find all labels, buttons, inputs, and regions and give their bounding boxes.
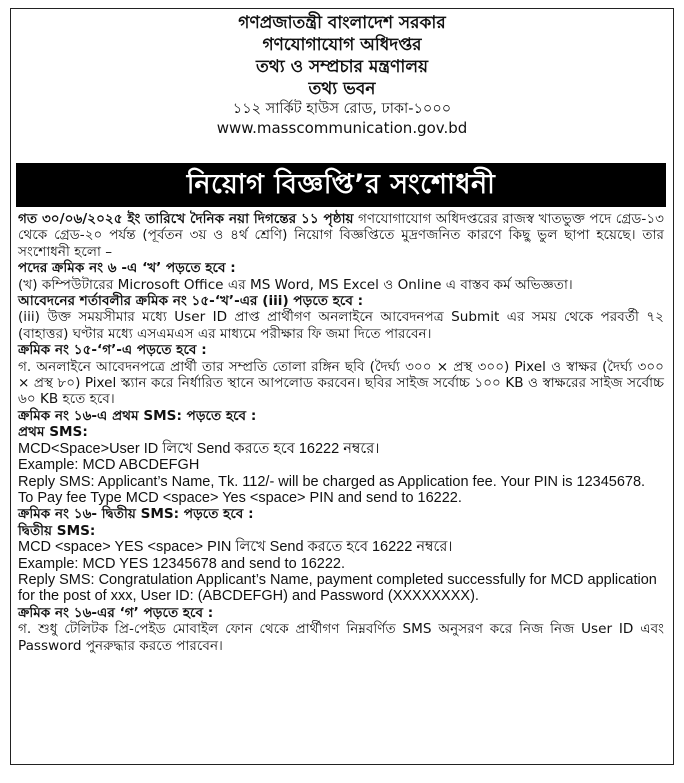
office-address: ১১২ সার্কিট হাউস রোড, ঢাকা-১০০০ <box>232 101 452 117</box>
section-6-text: গ. শুধু টেলিটক প্রি-পেইড মোবাইল ফোন থেকে প্রার্থীগণ নিম্নবর্ণিত SMS অনুসরণ করে নিজ নিজ User ID এবং Password পুনরুদ্ধার করতে পারবেন। <box>18 621 664 654</box>
notice-title-banner: নিয়োগ বিজ্ঞপ্তি’র সংশোধনী <box>16 163 666 207</box>
sms-2-reply: Reply SMS: Congratulation Applicant’s Name, payment completed successfully for MCD application <box>18 571 657 588</box>
sms-1-example: Example: MCD ABCDEFGH <box>18 457 200 474</box>
section-1-heading: পদের ক্রমিক নং ৬ -এ ‘খ’ পড়তে হবে : <box>18 260 236 277</box>
sms-2-example: Example: MCD YES 12345678 and send to 16222. <box>18 555 346 572</box>
intro-text: গণযোগাযোগ অধিদপ্তরের রাজস্ব খাতভুক্ত পদে গ্রেড-১৩ থেকে গ্রেড-২০ পর্যন্ত (পূর্বতন ৩য় ও ৪র্থ শ্রেণি) নিয়োগ বিজ্ঞপ্তিতে মুদ্রণজনিত কারণে কিছু ভুল ছাপা হয়েছে। তার সংশোধনী হলো – <box>18 211 664 260</box>
section-4-subheading: প্রথম SMS: <box>18 424 88 441</box>
section-6-heading: ক্রমিক নং ১৬-এর ‘গ’ পড়তে হবে : <box>18 604 214 621</box>
building-name: তথ্য ভবন <box>308 79 376 99</box>
section-5-heading: ক্রমিক নং ১৬- দ্বিতীয় SMS: পড়তে হবে : <box>18 506 254 523</box>
department-name: গণযোগাযোগ অধিদপ্তর <box>262 35 422 55</box>
sms-1-pay-instruction: To Pay fee Type MCD <space> Yes <space> PIN and send to 16222. <box>18 489 462 506</box>
govt-name: গণপ্রজাতন্ত্রী বাংলাদেশ সরকার <box>238 13 446 33</box>
section-5-subheading: দ্বিতীয় SMS: <box>18 522 96 539</box>
intro-date-ref: গত ৩০/০৬/২০২৫ ইং তারিখে দৈনিক নয়া দিগন্তের ১১ পৃষ্ঠায় <box>18 211 354 227</box>
section-3-heading: ক্রমিক নং ১৫-‘গ’-এ পড়তে হবে : <box>18 342 207 359</box>
notice-body <box>18 211 664 654</box>
section-3-text: গ. অনলাইনে আবেদনপত্রে প্রার্থী তার সম্প্রতি তোলা রঙ্গিন ছবি (দৈর্ঘ্য ৩০০ × প্রস্থ ৩০০) Pixel ও স্বাক্ষর (দৈর্ঘ্য ৩০০ × প্রস্থ ৮০) Pixel স্ক্যান করে নির্ধারিত স্থানে আপলোড করবেন। ছবির সাইজ সর্বোচ্চ ১০০ KB ও স্বাক্ষরের সাইজ সর্বোচ্চ ৬০ KB হতে হবে। <box>18 358 664 408</box>
section-2-heading: আবেদনের শর্তাবলীর ক্রমিক নং ১৫-‘খ’-এর (iii) পড়তে হবে : <box>18 293 364 310</box>
ministry-name: তথ্য ও সম্প্রচার মন্ত্রণালয় <box>255 57 429 77</box>
section-1-text: (খ) কম্পিউটারের Microsoft Office এর MS Word, MS Excel ও Online এ বাস্তব কর্ম অভিজ্ঞতা। <box>18 276 573 293</box>
sms-1-format: MCD<Space>User ID লিখে Send করতে হবে 16222 নম্বরে। <box>18 440 380 457</box>
section-2-text: (iii) উক্ত সময়সীমার মধ্যে User ID প্রাপ্ত প্রার্থীগণ অনলাইনে আবেদনপত্র Submit এর সময় থেকে পরবর্তী ৭২ (বাহাত্তর) ঘণ্টার মধ্যে এসএমএস এর মাধ্যমে পরীক্ষার ফি জমা দিতে পারবেন। <box>18 309 664 342</box>
website-url: www.masscommunication.gov.bd <box>216 119 468 137</box>
section-4-heading: ক্রমিক নং ১৬-এ প্রথম SMS: পড়তে হবে : <box>18 407 257 424</box>
intro-paragraph <box>18 211 664 260</box>
sms-1-reply: Reply SMS: Applicant’s Name, Tk. 112/- will be charged as Application fee. Your PIN is 12345678. <box>18 473 646 490</box>
sms-2-format: MCD <space> YES <space> PIN লিখে Send করতে হবে 16222 নম্বরে। <box>18 539 453 556</box>
notice-page <box>10 8 674 765</box>
sms-2-credentials: for the post of xxx, User ID: (ABCDEFGH) and Password (XXXXXXXX). <box>18 588 479 605</box>
